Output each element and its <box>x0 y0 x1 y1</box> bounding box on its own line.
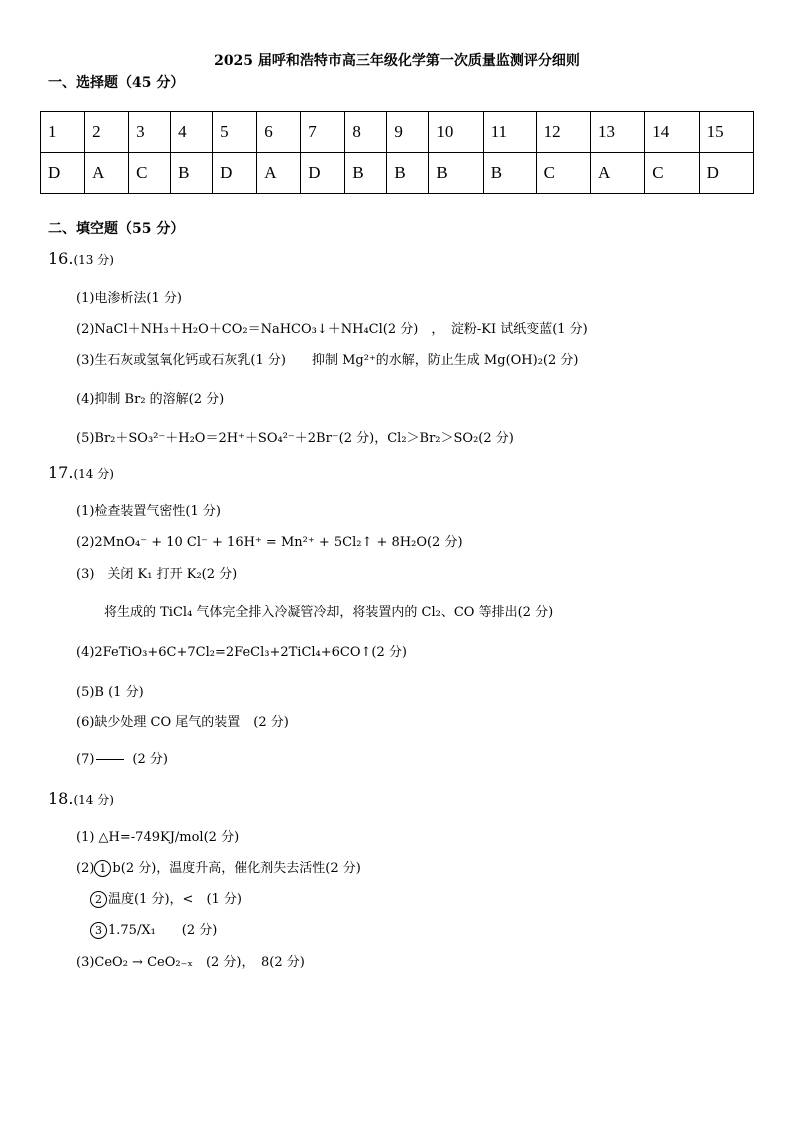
question-number-cell: 1 <box>41 112 85 153</box>
question-number-cell: 3 <box>129 112 171 153</box>
answer-numbers-row <box>41 112 754 153</box>
question-number-cell: 6 <box>257 112 301 153</box>
q17-line-3b: 将生成的 TiCl₄ 气体完全排入冷凝管冷却，将装置内的 Cl₂、CO 等排出(2 分) <box>104 605 554 620</box>
q17-score: (14 分) <box>73 467 114 481</box>
q18-header <box>48 789 114 808</box>
answer-cell: A <box>257 153 301 194</box>
answer-cell: A <box>590 153 644 194</box>
q16-header <box>48 249 114 268</box>
blank-line <box>96 759 124 760</box>
answer-cell: D <box>301 153 345 194</box>
q17-line-7 <box>76 748 168 767</box>
answer-cell: D <box>41 153 85 194</box>
q16-line-4: (4)抑制 Br₂ 的溶解(2 分) <box>76 392 225 407</box>
q17-line-1: (1)检查装置气密性(1 分) <box>76 504 221 519</box>
q17-line-7-score: (2 分) <box>132 752 168 767</box>
question-number-cell: 2 <box>85 112 129 153</box>
section-2-heading: 二、填空题（55 分） <box>48 221 185 237</box>
question-number-cell: 7 <box>301 112 345 153</box>
answer-cell: C <box>536 153 590 194</box>
circled-number-icon: 3 <box>90 922 107 939</box>
answer-cell: B <box>483 153 536 194</box>
q18-number: 18. <box>48 789 74 808</box>
question-number-cell: 4 <box>171 112 213 153</box>
answer-cell: B <box>387 153 429 194</box>
question-number-cell: 14 <box>645 112 699 153</box>
q18-score: (14 分) <box>73 793 114 807</box>
q18-line-1: (1) △H=-749KJ/mol(2 分) <box>76 830 240 845</box>
q17-line-4: (4)2FeTiO₃+6C+7Cl₂=2FeCl₃+2TiCl₄+6CO↑(2 分) <box>76 645 407 660</box>
q18-line-2 <box>76 857 361 877</box>
answer-letters-row <box>41 153 754 194</box>
q16-line-3: (3)生石灰或氢氧化钙或石灰乳(1 分) 抑制 Mg²⁺的水解，防止生成 Mg(OH)₂(2 分) <box>76 353 579 368</box>
answer-cell: B <box>429 153 483 194</box>
q18-line-2-text: b(2 分)，温度升高，催化剂失去活性(2 分) <box>112 861 361 876</box>
question-number-cell: 12 <box>536 112 590 153</box>
answer-cell: D <box>213 153 257 194</box>
question-number-cell: 13 <box>590 112 644 153</box>
q17-line-7-label: (7) <box>76 752 95 767</box>
q18-line-4 <box>90 919 217 939</box>
circled-number-icon: 1 <box>94 860 111 877</box>
q16-line-2: (2)NaCl＋NH₃＋H₂O＋CO₂＝NaHCO₃↓＋NH₄Cl(2 分) ， 淀粉-KI 试纸变蓝(1 分) <box>76 322 588 337</box>
question-number-cell: 8 <box>345 112 387 153</box>
answer-cell: A <box>85 153 129 194</box>
question-number-cell: 11 <box>483 112 536 153</box>
q18-line-4-text: 1.75/X₁ (2 分) <box>108 923 218 938</box>
q18-line-5: (3)CeO₂ → CeO₂₋ₓ (2 分)， 8(2 分) <box>76 955 305 970</box>
page-title: 2025 届呼和浩特市高三年级化学第一次质量监测评分细则 <box>214 53 580 69</box>
answer-cell: B <box>171 153 213 194</box>
q18-line-2-label: (2) <box>76 861 95 876</box>
question-number-cell: 10 <box>429 112 483 153</box>
q17-line-5: (5)B (1 分) <box>76 685 144 700</box>
q18-line-3 <box>90 888 242 908</box>
q17-header <box>48 463 114 482</box>
answer-cell: D <box>699 153 753 194</box>
q17-line-3: (3) 关闭 K₁ 打开 K₂(2 分) <box>76 567 238 582</box>
answer-table <box>40 111 754 194</box>
q16-line-5: (5)Br₂＋SO₃²⁻＋H₂O＝2H⁺＋SO₄²⁻＋2Br⁻(2 分)，Cl₂＞Br₂＞SO₂(2 分) <box>76 431 514 446</box>
q16-score: (13 分) <box>73 253 114 267</box>
question-number-cell: 5 <box>213 112 257 153</box>
answer-cell: C <box>645 153 699 194</box>
q17-line-2: (2)2MnO₄⁻ + 10 Cl⁻ + 16H⁺ = Mn²⁺ + 5Cl₂↑ + 8H₂O(2 分) <box>76 535 463 550</box>
section-1-heading: 一、选择题（45 分） <box>48 75 185 91</box>
answer-cell: C <box>129 153 171 194</box>
circled-number-icon: 2 <box>90 891 107 908</box>
answer-cell: B <box>345 153 387 194</box>
q17-line-6: (6)缺少处理 CO 尾气的装置 (2 分) <box>76 715 289 730</box>
q16-line-1: (1)电渗析法(1 分) <box>76 291 182 306</box>
q16-number: 16. <box>48 249 74 268</box>
question-number-cell: 15 <box>699 112 753 153</box>
q18-line-3-text: 温度(1 分)，< (1 分) <box>108 892 242 907</box>
q17-number: 17. <box>48 463 74 482</box>
question-number-cell: 9 <box>387 112 429 153</box>
